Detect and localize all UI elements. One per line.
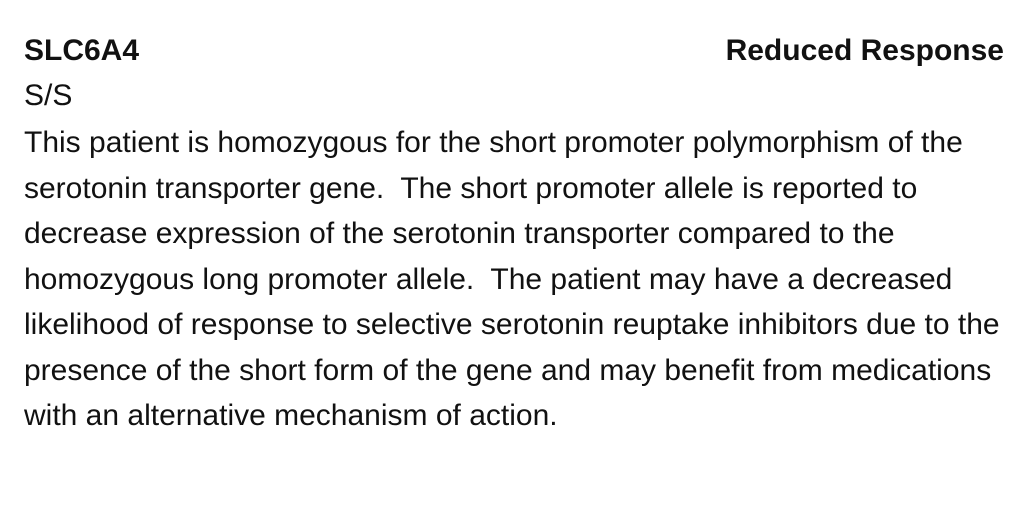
gene-name: SLC6A4 bbox=[24, 34, 140, 67]
interpretation-text: This patient is homozygous for the short promoter polymorphism of the serotonin transporter gene. The short promoter allele is reported to decrease expression of the serotonin transporter compared to the homozygous long promoter allele. The patient may have a decreased likelihood of response to selective serotonin reuptake inhibitors due to the presence of the short form of the gene and may benefit from medications with an alternative mechanism of action. bbox=[24, 126, 1008, 432]
gene-result-card bbox=[24, 28, 1008, 439]
result-header bbox=[24, 28, 1004, 74]
response-status: Reduced Response bbox=[725, 34, 1004, 67]
genotype: S/S bbox=[24, 79, 73, 112]
